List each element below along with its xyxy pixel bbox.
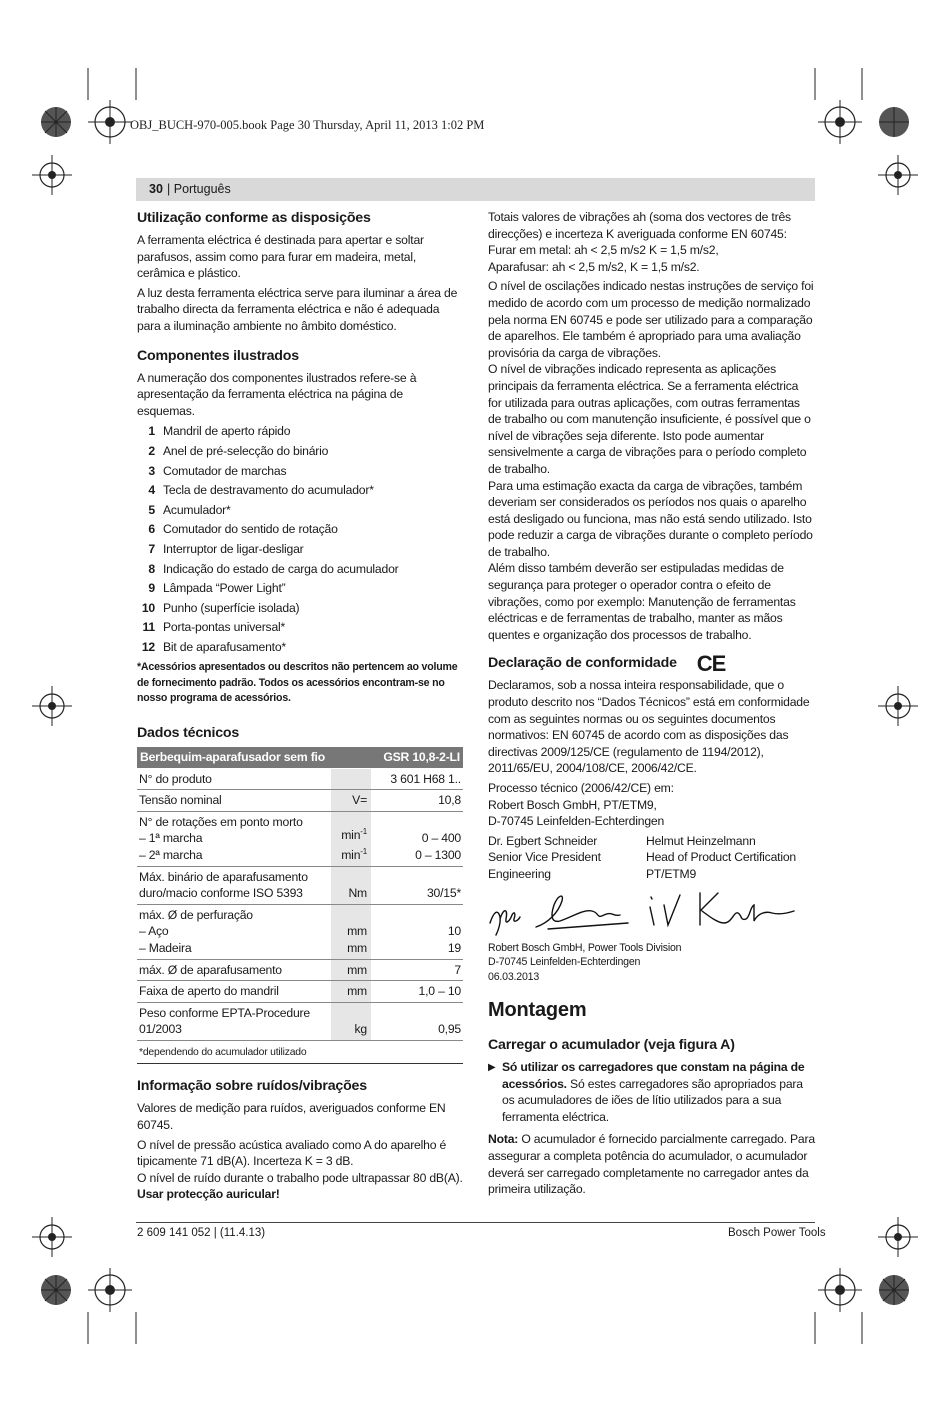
list-item	[137, 481, 463, 501]
conformity-paragraph: Declaramos, sob a nossa inteira responsabilidade, que o produto descrito nos “Dados Técnicos” está em conformidade com as seguintes normas ou os seguintes documentos normativos: EN 60745 de acordo com as disposições das directivas 2009/125/CE (regulamento de 1194/2012), 2011/65/EU, 2004/108/CE, 2006/42/CE.	[488, 678, 810, 776]
component-label: Punho (superfície isolada)	[163, 600, 300, 615]
noise-paragraph-2b: O nível de ruído durante o trabalho pode ultrapassar 80 dB(A).	[137, 1170, 463, 1185]
component-number: 5	[148, 502, 155, 517]
row-label-line: Máx. binário de aparafusamento	[139, 869, 308, 884]
table-row	[137, 811, 463, 866]
table-cell-label: Faixa de aperto do mandril	[137, 981, 331, 1003]
table-cell-label	[137, 1002, 331, 1040]
crosshair-mark-icon	[878, 686, 918, 726]
component-label: Comutador do sentido de rotação	[163, 522, 338, 537]
unit-line: mm	[347, 924, 367, 939]
page-number: 30	[149, 182, 163, 196]
list-item	[137, 579, 463, 599]
header-language-label: Português	[173, 182, 231, 196]
right-column	[488, 209, 815, 1201]
section-title-components: Componentes ilustrados	[137, 347, 299, 364]
charger-instruction-rest: Só estes carregadores são apropriados para os acumuladores de iões de lítio utilizados para a sua ferramenta eléctrica.	[502, 1076, 803, 1124]
crosshair-mark-icon	[88, 1268, 132, 1312]
note-text: O acumulador é fornecido parcialmente carregado. Para assegurar a completa potência do acumulador, o acumulador deverá ser carregado completamente no carregador antes da primeira utilização.	[488, 1132, 815, 1197]
component-label: Comutador de marchas	[163, 463, 287, 478]
component-number: 8	[148, 561, 155, 576]
crosshair-mark-icon	[818, 1268, 862, 1312]
component-number: 3	[148, 463, 155, 478]
table-cell-value: 0,95	[371, 1002, 463, 1040]
table-cell-value	[371, 904, 463, 959]
table-cell-label: máx. Ø de aparafusamento	[137, 959, 331, 981]
company-address	[488, 941, 815, 985]
list-item	[137, 462, 463, 482]
signatory-title: PT/ETM9	[646, 866, 697, 881]
signatory-1	[488, 833, 646, 883]
table-footnote: *dependendo do acumulador utilizado	[137, 1040, 463, 1064]
component-number: 12	[141, 639, 155, 654]
starburst-mark-icon	[879, 1275, 909, 1305]
conformity-title-text: Declaração de conformidade	[488, 655, 677, 672]
component-number: 7	[148, 541, 155, 556]
footer-doc-number: 2 609 141 052 | (11.4.13)	[137, 1227, 266, 1239]
signatory-title: Engineering	[488, 866, 551, 881]
crosshair-mark-icon	[818, 100, 862, 144]
signatory-title: Senior Vice President	[488, 850, 601, 865]
signatory-2	[646, 833, 796, 883]
table-footnote-row	[137, 1040, 463, 1064]
component-label: Acumulador*	[163, 502, 231, 517]
section-title-usage: Utilização conforme as disposições	[137, 210, 371, 226]
component-label: Indicação do estado de carga do acumulador	[163, 561, 399, 576]
table-cell-unit	[331, 904, 371, 959]
signatories	[488, 833, 815, 883]
row-label-line: N° de rotações em ponto morto	[139, 814, 303, 829]
unit-line: mm	[347, 940, 367, 955]
row-label-line: máx. Ø de perfuração	[139, 907, 253, 922]
table-cell-unit	[331, 768, 371, 790]
table-row	[137, 768, 463, 790]
section-title-assembly: Montagem	[488, 999, 587, 1022]
note-label: Nota:	[488, 1132, 519, 1147]
left-column	[137, 209, 463, 1206]
charger-instruction-bold: Só utilizar os carregadores que constam na página de acessórios.	[502, 1060, 805, 1091]
component-label: Anel de pré-selecção do binário	[163, 443, 329, 458]
hearing-protection-warning: Usar protecção auricular!	[137, 1187, 280, 1202]
table-row	[137, 866, 463, 904]
component-label: Bit de aparafusamento*	[163, 639, 286, 654]
value-line: 0 – 1300	[415, 847, 461, 862]
crosshair-mark-icon	[88, 100, 132, 144]
table-row	[137, 790, 463, 812]
note-paragraph	[488, 1131, 815, 1197]
starburst-mark-icon	[41, 1275, 71, 1305]
signatory-name: Dr. Egbert Schneider	[488, 833, 598, 848]
list-item	[137, 501, 463, 521]
vibration-paragraph-2: O nível de oscilações indicado nestas instruções de serviço foi medido de acordo com um processo de medição normalizado pela norma EN 60745 e pode ser utilizado para a comparação de aparelhos. Ele também é apropriado para uma avaliação provisória da carga de vibrações.	[488, 279, 814, 360]
table-head-model: GSR 10,8-2-LI	[371, 747, 463, 768]
tech-file-line-3: D-70745 Leinfelden-Echterdingen	[488, 814, 665, 829]
component-label: Mandril de aperto rápido	[163, 424, 291, 439]
crosshair-mark-icon	[878, 1217, 918, 1257]
crosshair-mark-icon	[878, 155, 918, 195]
vibration-screwing-line: Aparafusar: ah < 2,5 m/s2, K = 1,5 m/s2.	[488, 259, 700, 274]
component-label: Tecla de destravamento do acumulador*	[163, 483, 374, 498]
value-line: 19	[447, 940, 461, 955]
section-title-technical-data: Dados técnicos	[137, 724, 240, 741]
component-number: 9	[148, 581, 155, 596]
table-cell-unit: mm	[331, 981, 371, 1003]
technical-data-table	[137, 747, 463, 1065]
starburst-mark-icon	[41, 107, 71, 137]
list-item	[137, 442, 463, 462]
table-cell-label	[137, 904, 331, 959]
row-label-line: duro/macio conforme ISO 5393	[139, 886, 303, 901]
components-list	[137, 422, 463, 657]
page-header	[136, 178, 815, 201]
vibration-total-line: Totais valores de vibrações ah (soma dos vectores de três direcções) e incerteza K averiguada conforme EN 60745:	[488, 210, 791, 241]
list-item	[137, 560, 463, 580]
table-cell-unit: kg	[331, 1002, 371, 1040]
footer-brand: Bosch Power Tools	[728, 1227, 826, 1239]
address-line: D-70745 Leinfelden-Echterdingen	[488, 956, 641, 969]
table-cell-value: 1,0 – 10	[371, 981, 463, 1003]
component-number: 1	[148, 424, 155, 439]
signatures	[488, 883, 815, 941]
table-cell-label: N° do produto	[137, 768, 331, 790]
vibration-drilling-line: Furar em metal: ah < 2,5 m/s2 K = 1,5 m/s2,	[488, 243, 719, 258]
table-cell-label	[137, 866, 331, 904]
table-cell-unit	[331, 811, 371, 866]
table-cell-value: 10,8	[371, 790, 463, 812]
section-title-noise: Informação sobre ruídos/vibrações	[137, 1078, 367, 1095]
tech-file-line-1: Processo técnico (2006/42/CE) em:	[488, 781, 674, 795]
signatory-title: Head of Product Certification	[646, 850, 797, 865]
subsection-title-charging: Carregar o acumulador (veja figura A)	[488, 1037, 735, 1054]
book-meta-line: OBJ_BUCH-970-005.book Page 30 Thursday, April 11, 2013 1:02 PM	[130, 118, 485, 132]
footer-rule	[136, 1222, 815, 1223]
vibration-paragraph-5: Além disso também deverão ser estipuladas medidas de segurança para proteger o operador contra o efeito de vibrações, como por exemplo: Manutenção de ferramentas eléctricas e de ferramentas de trabalho, manter as mãos quentes e organização dos processos de trabalho.	[488, 561, 796, 642]
accessories-footnote: *Acessórios apresentados ou descritos não pertencem ao volume de fornecimento padrão. Todos os acessórios encontram-se no nosso programa de acessórios.	[137, 661, 458, 705]
table-row	[137, 981, 463, 1003]
vibration-paragraph-4: Para uma estimação exacta da carga de vibrações, também deveriam ser considerados os períodos nos quais o aparelho está desligado ou funciona, mas não está sendo utilizado. Isto pode reduzir a carga de vibrações durante o completo período de trabalho.	[488, 478, 813, 559]
component-label: Interruptor de ligar-desligar	[163, 541, 304, 556]
value-line: 10	[447, 924, 461, 939]
list-item	[137, 599, 463, 619]
table-cell-value	[371, 811, 463, 866]
charger-instruction-text	[502, 1059, 815, 1125]
component-label: Lâmpada “Power Light”	[163, 581, 286, 596]
noise-paragraph-2a: O nível de pressão acústica avaliado como A do aparelho é tipicamente 71 dB(A). Incerteza K = 3 dB.	[137, 1137, 447, 1169]
table-cell-value: 7	[371, 959, 463, 981]
usage-paragraph-2: A luz desta ferramenta eléctrica serve para iluminar a área de trabalho directa da ferramenta eléctrica e não é adequada para a iluminação ambiente no âmbito doméstico.	[137, 285, 458, 333]
bullet-triangle-icon: ▶	[488, 1062, 496, 1074]
table-header-row	[137, 747, 463, 768]
component-number: 4	[148, 483, 155, 498]
list-item	[137, 638, 463, 658]
crosshair-mark-icon	[32, 1217, 72, 1257]
address-date: 06.03.2013	[488, 970, 540, 983]
table-cell-label	[137, 811, 331, 866]
components-intro: A numeração dos componentes ilustrados refere-se à apresentação da ferramenta eléctrica na página de esquemas.	[137, 370, 417, 418]
charger-instruction	[488, 1059, 815, 1125]
row-label-line: – 2ª marcha	[139, 847, 203, 862]
table-cell-value: 3 601 H68 1..	[371, 768, 463, 790]
component-number: 6	[148, 522, 155, 537]
list-item	[137, 618, 463, 638]
row-label-line: – 1ª marcha	[139, 831, 203, 846]
address-line: Robert Bosch GmbH, Power Tools Division	[488, 941, 682, 954]
component-number: 2	[148, 443, 155, 458]
table-head-label: Berbequim-aparafusador sem fio	[137, 747, 371, 768]
component-label: Porta-pontas universal*	[163, 620, 286, 635]
tech-file-line-2: Robert Bosch GmbH, PT/ETM9,	[488, 797, 657, 812]
table-row	[137, 959, 463, 981]
crosshair-mark-icon	[32, 155, 72, 195]
vibration-paragraph-3: O nível de vibrações indicado representa as aplicações principais da ferramenta eléctrica. Se a ferramenta eléctrica for utilizada para outras aplicações, com outras ferramentas de trabalho ou com manutenção insuficiente, é possível que o nível de vibrações seja diferente. Isto pode aumentar sensivelmente a carga de vibrações para o período completo de trabalho.	[488, 362, 811, 476]
component-number: 10	[141, 600, 155, 615]
table-cell-value: 30/15*	[371, 866, 463, 904]
table-cell-unit: Nm	[331, 866, 371, 904]
table-row	[137, 1002, 463, 1040]
handwritten-signature-icon	[488, 883, 815, 941]
ce-mark-icon: CE	[696, 651, 726, 677]
noise-paragraph-1: Valores de medição para ruídos, averiguados conforme EN 60745.	[137, 1101, 446, 1133]
component-number: 11	[142, 620, 155, 635]
unit-min-1: $\min^{-1}$	[341, 846, 367, 862]
header-separator: |	[167, 182, 171, 196]
list-item	[137, 540, 463, 560]
crosshair-mark-icon	[32, 686, 72, 726]
table-cell-label: Tensão nominal	[137, 790, 331, 812]
row-label-line: 01/2003	[139, 1022, 182, 1037]
signatory-name: Helmut Heinzelmann	[646, 833, 756, 848]
header-language	[167, 182, 231, 196]
value-line: 0 – 400	[421, 831, 461, 846]
unit-min-1: $\min^{-1}$	[341, 827, 367, 843]
row-label-line: Peso conforme EPTA-Procedure	[139, 1005, 310, 1020]
list-item	[137, 422, 463, 442]
table-row	[137, 904, 463, 959]
row-label-line: – Madeira	[139, 940, 192, 955]
section-title-conformity	[488, 651, 815, 677]
table-cell-unit: V=	[331, 790, 371, 812]
table-cell-unit: mm	[331, 959, 371, 981]
usage-paragraph-1: A ferramenta eléctrica é destinada para apertar e soltar parafusos, assim como para furar em madeira, metal, cerâmica e plástico.	[137, 233, 424, 281]
starburst-mark-icon	[879, 107, 909, 137]
row-label-line: – Aço	[139, 924, 169, 939]
list-item	[137, 520, 463, 540]
